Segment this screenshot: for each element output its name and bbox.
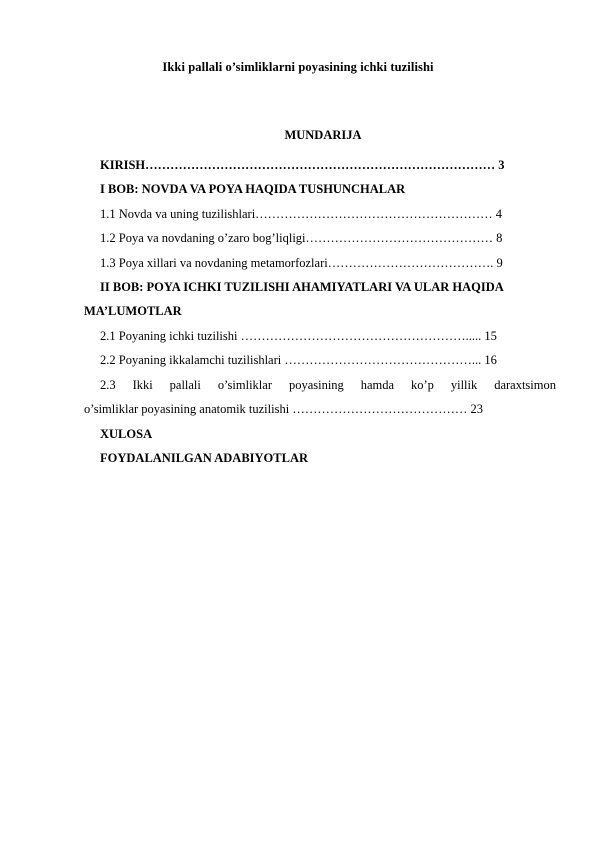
toc-word: hamda xyxy=(360,378,395,392)
toc-chapter-2-cont: MA’LUMOTLAR xyxy=(84,304,182,318)
toc-word: daraxtsimon xyxy=(494,378,556,392)
toc-entry-1-1: 1.1 Novda va uning tuzilishlari………………………………………………… 4 xyxy=(100,207,503,221)
toc-entry-1-3: 1.3 Poya xillari va novdaning metamorfozlari…………………………………. 9 xyxy=(100,256,503,270)
toc-entry-1-2: 1.2 Poya va novdaning o’zaro bog’liqligi……………………………………… 8 xyxy=(100,231,503,245)
toc-word: pallali xyxy=(169,378,201,392)
toc-word: Ikki xyxy=(132,378,153,392)
toc-chapter-1: I BOB: NOVDA VA POYA HAQIDA TUSHUNCHALAR xyxy=(100,182,406,196)
toc-entry-kirish: KIRISH………………………………………………………………………… 3 xyxy=(100,158,505,172)
toc-chapter-2: II BOB: POYA ICHKI TUZILISHI AHAMIYATLARI VA ULAR HAQIDA xyxy=(100,280,504,294)
toc-heading: MUNDARIJA xyxy=(284,128,362,142)
toc-entry-2-3 xyxy=(100,377,556,393)
toc-word: o’simliklar xyxy=(217,378,272,392)
toc-word: yillik xyxy=(450,378,478,392)
toc-word: ko’p xyxy=(411,378,434,392)
toc-entry-2-1: 2.1 Poyaning ichki tuzilishi ………………………………………………..... 15 xyxy=(100,329,497,343)
document-title: Ikki pallali o’simliklarni poyasining ichki tuzilishi xyxy=(162,60,434,74)
toc-entry-adabiyotlar: FOYDALANILGAN ADABIYOTLAR xyxy=(100,451,309,465)
toc-word: poyasining xyxy=(288,378,344,392)
toc-entry-xulosa: XULOSA xyxy=(100,427,153,441)
toc-entry-2-3-cont: o’simliklar poyasining anatomik tuzilishi …………………………………… 23 xyxy=(84,402,483,416)
toc-entry-2-2: 2.2 Poyaning ikkalamchi tuzilishlari ………………………………………... 16 xyxy=(100,353,497,367)
toc-word: 2.3 xyxy=(100,378,116,392)
